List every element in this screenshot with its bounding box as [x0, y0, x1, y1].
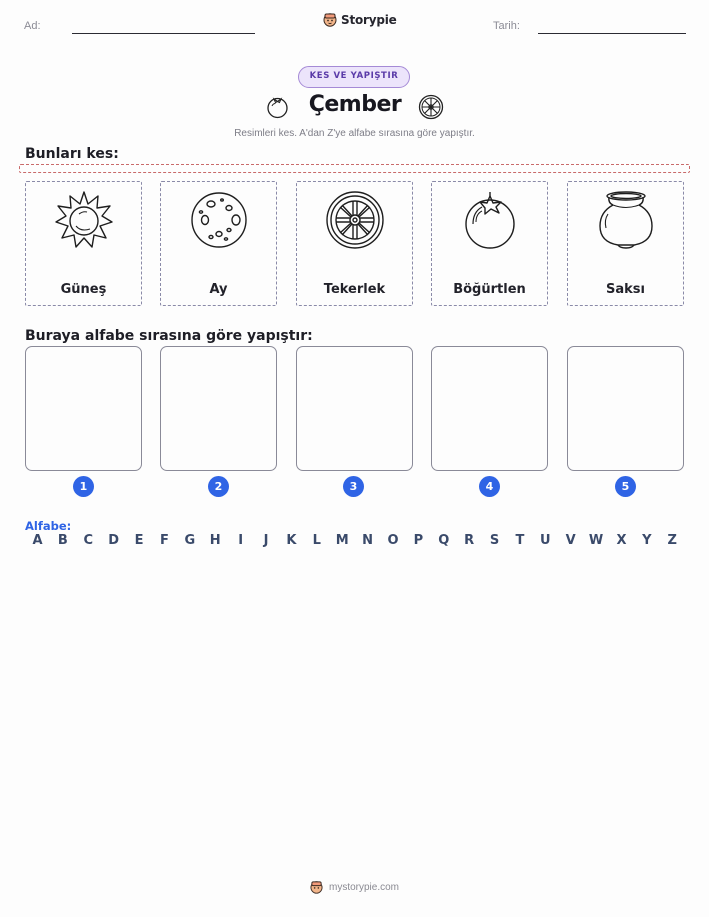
alphabet-letter: O: [387, 533, 399, 548]
cut-label: Güneş: [60, 282, 107, 297]
number-badge: 4: [479, 476, 500, 497]
instructions: Resimleri kes. A'dan Z'ye alfabe sırasına göre yapıştır.: [234, 128, 475, 139]
alphabet-letter: Y: [642, 533, 652, 548]
alphabet-label: Alfabe:: [25, 519, 72, 533]
name-label: Ad:: [24, 20, 41, 32]
berry-icon: [460, 190, 520, 250]
cut-line: [19, 164, 690, 173]
berry-icon: [265, 94, 290, 119]
alphabet-letter: R: [464, 533, 475, 548]
number-badge: 2: [208, 476, 229, 497]
alphabet-letter: C: [83, 533, 94, 548]
pot-icon: [596, 190, 656, 250]
storypie-mascot-icon: [323, 12, 337, 27]
cut-label: Saksı: [606, 282, 645, 297]
alphabet-letter: S: [489, 533, 500, 548]
alphabet-letter: W: [588, 533, 604, 548]
alphabet-letter: K: [286, 533, 297, 548]
alphabet-row: [25, 533, 685, 548]
number-badge: 1: [73, 476, 94, 497]
cut-heading: Bunları kes:: [25, 146, 119, 162]
cut-card-berry[interactable]: [431, 181, 548, 306]
cut-label: Ay: [209, 282, 228, 297]
alphabet-letter: B: [57, 533, 68, 548]
alphabet-letter: A: [32, 533, 43, 548]
page-title: Çember: [308, 92, 402, 117]
storypie-mascot-icon: [310, 880, 323, 894]
paste-box-1[interactable]: [25, 346, 142, 471]
cut-label: Tekerlek: [323, 282, 386, 297]
number-badge: 5: [615, 476, 636, 497]
paste-box-2[interactable]: [160, 346, 277, 471]
date-label: Tarih:: [493, 20, 520, 32]
alphabet-letter: H: [209, 533, 221, 548]
cut-card-sun[interactable]: [25, 181, 142, 306]
paste-heading: Buraya alfabe sırasına göre yapıştır:: [25, 328, 313, 344]
cut-card-pot[interactable]: [567, 181, 684, 306]
alphabet-letter: X: [616, 533, 627, 548]
cut-card-moon[interactable]: [160, 181, 277, 306]
cut-card-wheel[interactable]: [296, 181, 413, 306]
paste-box-4[interactable]: [431, 346, 548, 471]
footer-url[interactable]: mystorypie.com: [328, 881, 399, 893]
alphabet-letter: Z: [667, 533, 677, 548]
alphabet-letter: J: [263, 533, 269, 548]
alphabet-letter: G: [184, 533, 196, 548]
cut-label: Böğürtlen: [453, 282, 526, 297]
alphabet-letter: N: [362, 533, 374, 548]
alphabet-letter: L: [312, 533, 321, 548]
alphabet-letter: D: [108, 533, 120, 548]
alphabet-letter: M: [335, 533, 349, 548]
alphabet-letter: U: [540, 533, 551, 548]
sun-icon: [54, 190, 114, 250]
date-line[interactable]: [538, 33, 686, 34]
paste-box-5[interactable]: [567, 346, 684, 471]
alphabet-letter: F: [160, 533, 169, 548]
footer: [0, 880, 709, 894]
alphabet-letter: I: [238, 533, 244, 548]
wheel-icon: [325, 190, 385, 250]
number-badge: 3: [343, 476, 364, 497]
activity-badge: KES VE YAPIŞTIR: [298, 66, 410, 88]
alphabet-letter: P: [413, 533, 424, 548]
wheel-icon: [418, 94, 444, 120]
brand-logo: [323, 12, 397, 27]
alphabet-letter: V: [565, 533, 576, 548]
paste-box-3[interactable]: [296, 346, 413, 471]
moon-icon: [189, 190, 249, 250]
alphabet-letter: Q: [438, 533, 450, 548]
alphabet-letter: T: [515, 533, 525, 548]
name-line[interactable]: [72, 33, 255, 34]
alphabet-letter: E: [134, 533, 144, 548]
brand-name: Storypie: [341, 12, 397, 27]
